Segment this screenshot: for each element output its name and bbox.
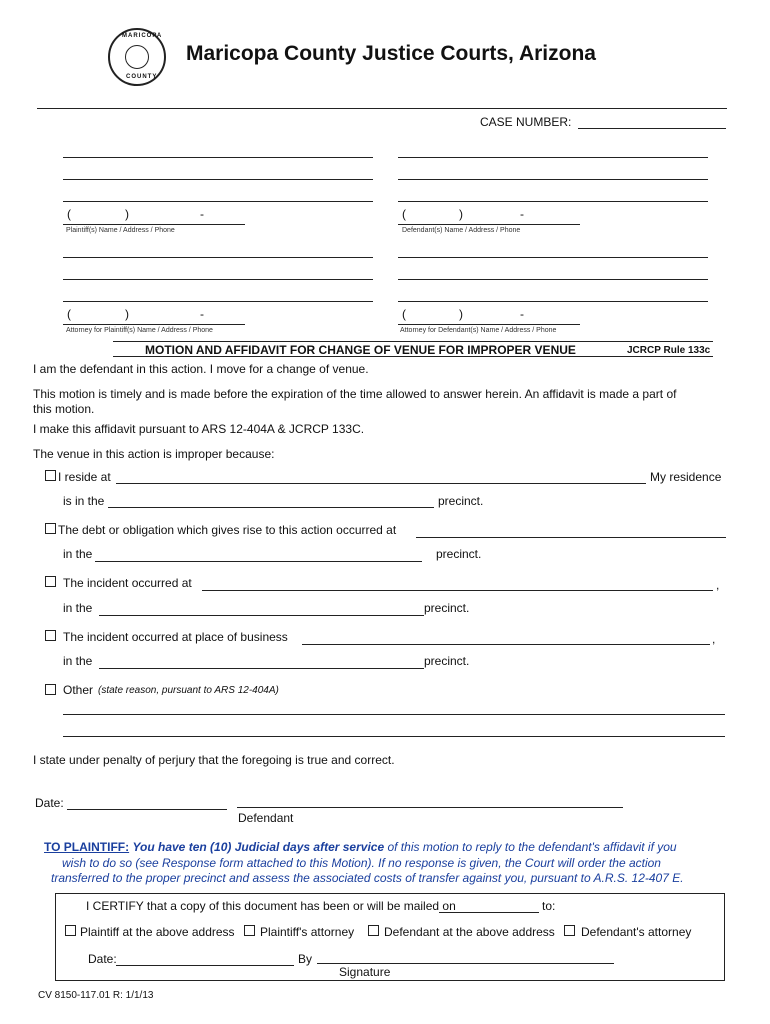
- plaintiff-line-2[interactable]: [63, 179, 373, 180]
- seal-center: [125, 45, 149, 69]
- reside-precinct-field[interactable]: [108, 507, 434, 508]
- business-precinct-field[interactable]: [99, 668, 424, 669]
- atty-plaintiff-line-2[interactable]: [63, 279, 373, 280]
- cert-plaintiff-attorney-checkbox[interactable]: [244, 925, 255, 936]
- other-reason-line-2[interactable]: [63, 736, 725, 737]
- atty-plaintiff-phone-open: (: [67, 307, 71, 321]
- notice-line-2: wish to do so (see Response form attached to this Motion). If no response is given, the Court will order the action: [62, 856, 661, 870]
- cert-by-label: By: [298, 952, 313, 966]
- atty-defendant-line-2[interactable]: [398, 279, 708, 280]
- cert-plaintiff-attorney-label: Plaintiff's attorney: [260, 925, 355, 939]
- perjury-statement: I state under penalty of perjury that the foregoing is true and correct.: [33, 753, 395, 767]
- atty-defendant-caption: Attorney for Defendant(s) Name / Address / Phone: [400, 327, 557, 334]
- notice-lead: TO PLAINTIFF:: [44, 840, 130, 854]
- atty-plaintiff-caption: Attorney for Plaintiff(s) Name / Address / Phone: [66, 327, 213, 334]
- reside-checkbox[interactable]: [45, 470, 56, 481]
- my-residence-label: My residence: [650, 470, 722, 484]
- incident-label: The incident occurred at: [63, 576, 192, 590]
- paragraph-2b: this motion.: [33, 402, 95, 416]
- other-note: (state reason, pursuant to ARS 12-404A): [98, 685, 279, 696]
- header-rule: [37, 108, 727, 109]
- cert-plaintiff-label: Plaintiff at the above address: [80, 925, 235, 939]
- plaintiff-phone-close: ): [125, 207, 129, 221]
- notice-bold: You have ten (10) Judicial days after service: [132, 840, 385, 854]
- certify-text: I CERTIFY that a copy of this document has been or will be mailed on: [86, 899, 456, 913]
- form-code: CV 8150-117.01 R: 1/1/13: [38, 990, 154, 1001]
- seal-bottom-text: COUNTY: [126, 74, 158, 80]
- atty-defendant-phone-dash: -: [520, 307, 524, 321]
- debt-precinct-label: precinct.: [436, 547, 482, 561]
- other-checkbox[interactable]: [45, 684, 56, 695]
- atty-plaintiff-phone-field[interactable]: [63, 324, 245, 325]
- paragraph-2a: This motion is timely and is made before the expiration of the time allowed to answer herein. An affidavit is made a part of: [33, 387, 677, 401]
- reside-address-field[interactable]: [116, 483, 646, 484]
- debt-label: The debt or obligation which gives rise to this action occurred at: [58, 523, 397, 537]
- debt-precinct-field[interactable]: [95, 561, 422, 562]
- case-number-label: CASE NUMBER:: [480, 115, 572, 129]
- cert-signature-field[interactable]: [317, 963, 614, 964]
- defendant-signature-label: Defendant: [238, 811, 294, 825]
- atty-defendant-line-3[interactable]: [398, 301, 708, 302]
- reside-precinct-label: precinct.: [438, 494, 484, 508]
- notice-rest-1: of this motion to reply to the defendant's affidavit if you: [387, 840, 677, 854]
- incident-location-field[interactable]: [202, 590, 713, 591]
- business-in-the-label: in the: [63, 654, 93, 668]
- plaintiff-phone-field[interactable]: [63, 224, 245, 225]
- title-bottom-rule: [113, 356, 713, 357]
- other-reason-line-1[interactable]: [63, 714, 725, 715]
- incident-comma: ,: [716, 578, 720, 592]
- defendant-caption: Defendant(s) Name / Address / Phone: [402, 227, 521, 234]
- defendant-line-2[interactable]: [398, 179, 708, 180]
- atty-defendant-phone-close: ): [459, 307, 463, 321]
- motion-title: MOTION AND AFFIDAVIT FOR CHANGE OF VENUE FOR IMPROPER VENUE: [145, 343, 576, 357]
- cert-defendant-attorney-checkbox[interactable]: [564, 925, 575, 936]
- atty-defendant-phone-field[interactable]: [398, 324, 580, 325]
- county-seal: [108, 28, 166, 86]
- business-comma: ,: [712, 632, 716, 646]
- plaintiff-line-1[interactable]: [63, 157, 373, 158]
- plaintiff-caption: Plaintiff(s) Name / Address / Phone: [66, 227, 175, 234]
- date-label: Date:: [35, 796, 64, 810]
- incident-precinct-label: precinct.: [424, 601, 470, 615]
- paragraph-4: The venue in this action is improper because:: [33, 447, 275, 461]
- defendant-phone-field[interactable]: [398, 224, 580, 225]
- business-label: The incident occurred at place of business: [63, 630, 288, 644]
- paragraph-3: I make this affidavit pursuant to ARS 12-404A & JCRCP 133C.: [33, 422, 365, 436]
- debt-checkbox[interactable]: [45, 523, 56, 534]
- defendant-line-1[interactable]: [398, 157, 708, 158]
- cert-date-label: Date:: [88, 952, 117, 966]
- atty-defendant-phone-open: (: [402, 307, 406, 321]
- paragraph-1: I am the defendant in this action. I move for a change of venue.: [33, 362, 369, 376]
- reside-label: I reside at: [58, 470, 111, 484]
- cert-defendant-label: Defendant at the above address: [384, 925, 555, 939]
- seal-top-text: MARICOPA: [122, 33, 163, 39]
- incident-in-the-label: in the: [63, 601, 93, 615]
- atty-plaintiff-line-3[interactable]: [63, 301, 373, 302]
- cert-plaintiff-checkbox[interactable]: [65, 925, 76, 936]
- plaintiff-line-3[interactable]: [63, 201, 373, 202]
- notice-line-1: [44, 840, 677, 854]
- case-number-field[interactable]: [578, 128, 726, 129]
- atty-plaintiff-phone-dash: -: [200, 307, 204, 321]
- plaintiff-phone-open: (: [67, 207, 71, 221]
- atty-defendant-line-1[interactable]: [398, 257, 708, 258]
- defendant-phone-close: ): [459, 207, 463, 221]
- atty-plaintiff-phone-close: ): [125, 307, 129, 321]
- defendant-line-3[interactable]: [398, 201, 708, 202]
- atty-plaintiff-line-1[interactable]: [63, 257, 373, 258]
- is-in-the-label: is in the: [63, 494, 105, 508]
- cert-defendant-attorney-label: Defendant's attorney: [581, 925, 692, 939]
- incident-precinct-field[interactable]: [99, 615, 424, 616]
- other-label: Other: [63, 683, 94, 697]
- business-checkbox[interactable]: [45, 630, 56, 641]
- date-field[interactable]: [67, 809, 227, 810]
- cert-defendant-checkbox[interactable]: [368, 925, 379, 936]
- debt-in-the-label: in the: [63, 547, 93, 561]
- business-precinct-label: precinct.: [424, 654, 470, 668]
- rule-reference: JCRCP Rule 133c: [627, 345, 711, 356]
- mail-date-field[interactable]: [439, 912, 539, 913]
- defendant-phone-open: (: [402, 207, 406, 221]
- incident-checkbox[interactable]: [45, 576, 56, 587]
- debt-location-field[interactable]: [416, 537, 726, 538]
- page-title: Maricopa County Justice Courts, Arizona: [186, 42, 596, 65]
- title-top-rule: [113, 341, 713, 342]
- plaintiff-phone-dash: -: [200, 207, 204, 221]
- business-location-field[interactable]: [302, 644, 710, 645]
- cert-signature-label: Signature: [339, 965, 391, 979]
- defendant-phone-dash: -: [520, 207, 524, 221]
- certify-to-label: to:: [542, 899, 556, 913]
- defendant-signature-field[interactable]: [237, 807, 623, 808]
- cert-date-field[interactable]: [116, 965, 294, 966]
- notice-line-3: transferred to the proper precinct and assess the associated costs of transfer against you, pursuant to A.R.S. 12-407 E.: [51, 871, 684, 885]
